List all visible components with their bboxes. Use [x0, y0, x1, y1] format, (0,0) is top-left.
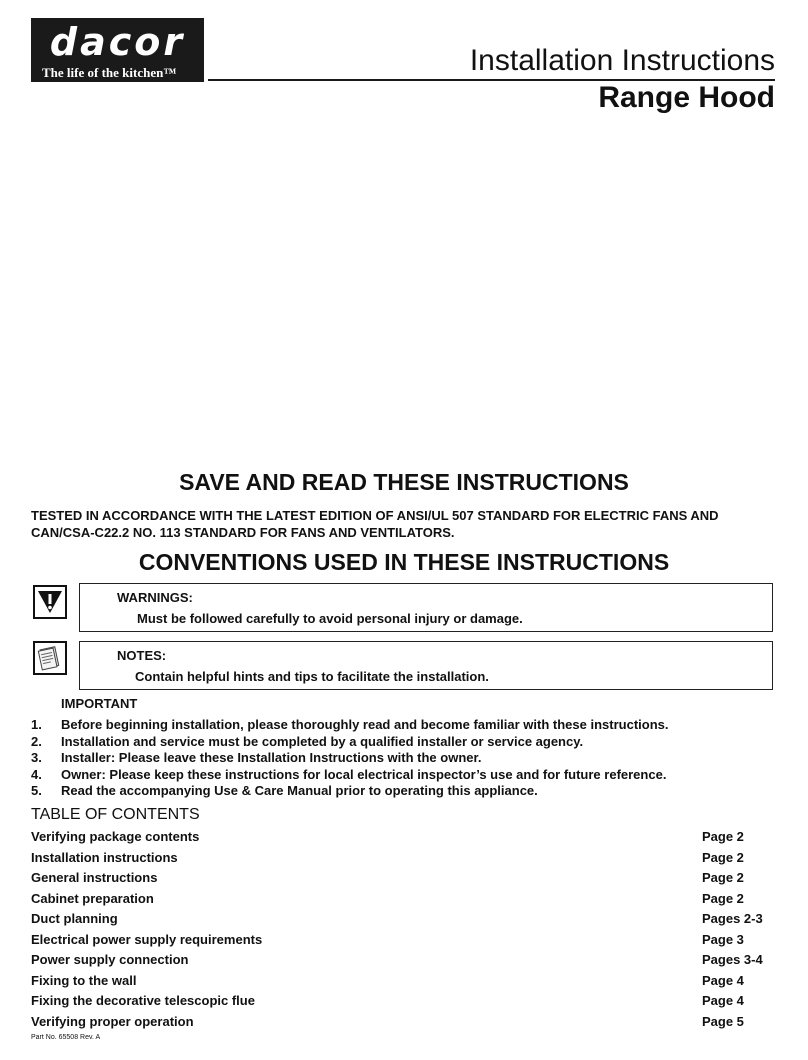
list-item-text: Owner: Please keep these instructions for local electrical inspector’s use and for future reference.	[61, 766, 667, 782]
tested-statement: TESTED IN ACCORDANCE WITH THE LATEST EDITION OF ANSI/UL 507 STANDARD FOR ELECTRIC FANS AND CAN/CSA-C22.2 NO. 113 STANDARD FOR FANS AND VENTILATORS.	[31, 508, 719, 540]
table-of-contents	[31, 827, 771, 1032]
toc-label: Fixing the decorative telescopic flue	[31, 993, 255, 1008]
list-item-text: Read the accompanying Use & Care Manual prior to operating this appliance.	[61, 783, 538, 798]
toc-page: Page 3	[702, 931, 744, 947]
list-item-number: 5.	[31, 783, 42, 798]
warnings-title: WARNINGS:	[117, 590, 193, 605]
important-list	[31, 717, 791, 800]
dacor-logo	[31, 18, 204, 82]
toc-label: Power supply connection	[31, 952, 189, 967]
toc-page: Pages 2-3	[702, 911, 763, 926]
toc-page: Page 2	[702, 890, 744, 906]
toc-label: Verifying package contents	[31, 829, 200, 844]
toc-row	[31, 930, 771, 951]
product-title: Range Hood	[598, 81, 775, 114]
toc-row	[31, 889, 771, 910]
toc-page: Page 2	[702, 870, 744, 885]
list-item-number: 1.	[31, 717, 42, 732]
list-item-text: Installation and service must be completed by a qualified installer or service agency.	[61, 733, 584, 749]
toc-label: General instructions	[31, 870, 158, 885]
toc-row	[31, 827, 771, 848]
toc-row	[31, 950, 771, 971]
list-item-text: Installer: Please leave these Installation Instructions with the owner.	[61, 750, 482, 765]
logo-tagline: The life of the kitchen™	[42, 65, 177, 80]
toc-label: Electrical power supply requirements	[31, 931, 263, 947]
save-heading: SAVE AND READ THESE INSTRUCTIONS	[179, 469, 629, 495]
toc-page: Page 4	[702, 993, 744, 1008]
warning-icon	[33, 585, 67, 619]
warnings-text: Must be followed carefully to avoid personal injury or damage.	[137, 611, 523, 626]
notes-text: Contain helpful hints and tips to facilitate the installation.	[135, 669, 489, 684]
toc-page: Page 5	[702, 1013, 744, 1029]
toc-label: Fixing to the wall	[31, 972, 137, 988]
notes-box	[79, 641, 773, 690]
toc-page: Page 2	[702, 829, 744, 844]
toc-label: Verifying proper operation	[31, 1013, 194, 1029]
toc-title: TABLE OF CONTENTS	[31, 806, 200, 823]
toc-page: Page 2	[702, 849, 744, 865]
toc-row	[31, 1012, 771, 1033]
notes-title: NOTES:	[117, 648, 167, 663]
list-item	[31, 750, 791, 767]
notes-icon	[33, 641, 67, 675]
toc-row	[31, 868, 771, 889]
list-item-number: 4.	[31, 766, 42, 782]
part-number: Part No. 65508 Rev. A	[31, 1034, 101, 1041]
list-item-text: Before beginning installation, please thoroughly read and become familiar with these instructions.	[61, 717, 669, 732]
logo-wordmark: dacor	[49, 20, 186, 64]
list-item	[31, 717, 791, 734]
toc-page: Page 4	[702, 972, 744, 988]
list-item	[31, 734, 791, 751]
toc-row	[31, 991, 771, 1012]
document-title: Installation Instructions	[469, 44, 775, 77]
warnings-box	[79, 583, 773, 632]
list-item	[31, 767, 791, 784]
list-item-number: 3.	[31, 750, 42, 765]
toc-page: Pages 3-4	[702, 952, 763, 967]
list-item	[31, 783, 791, 800]
toc-label: Installation instructions	[31, 849, 178, 865]
toc-label: Cabinet preparation	[31, 890, 154, 906]
toc-label: Duct planning	[31, 911, 118, 926]
toc-row	[31, 909, 771, 930]
toc-row	[31, 848, 771, 869]
toc-row	[31, 971, 771, 992]
conventions-heading: CONVENTIONS USED IN THESE INSTRUCTIONS	[138, 549, 670, 575]
important-label: IMPORTANT	[61, 696, 138, 711]
list-item-number: 2.	[31, 733, 42, 749]
